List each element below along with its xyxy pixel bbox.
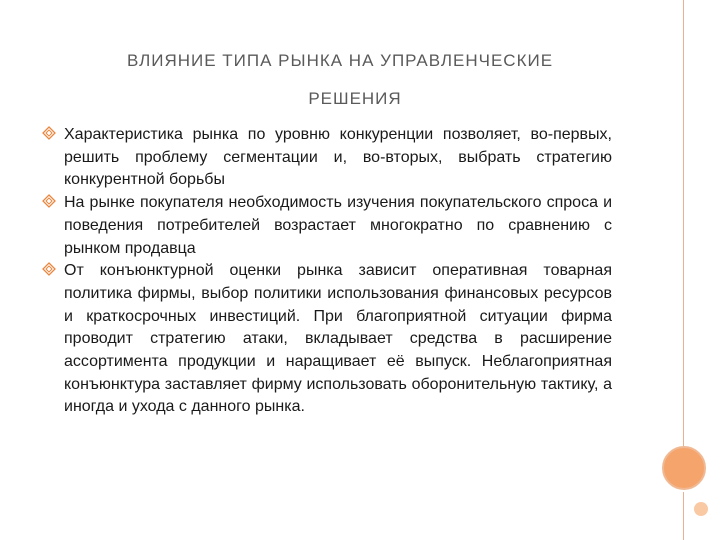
slide-title-line-2: РЕШЕНИЯ (308, 89, 402, 108)
decorative-circle-small (694, 502, 708, 516)
diamond-bullet-icon (42, 262, 58, 278)
bullet-text: От конъюнктурной оценки рынка зависит оперативная товарная политика фирмы, выбор политики использования финансовых ресурсов и краткосрочных инвестиций. При благоприятной ситуации фирма проводит стратегию атаки, вкладывает средства в расширение ассортимента продукции и наращивает её выпуск. Неблагоприятная конъюнктура заставляет фирму использовать оборонительную тактику, а иногда и ухода с данного рынка. (64, 262, 612, 416)
slide-title (40, 44, 640, 116)
decorative-vertical-line (683, 0, 684, 446)
bullet-text: На рынке покупателя необходимость изучения покупательского спроса и поведения потребителей возрастает многократно по сравнению с рынком продавца (64, 194, 612, 257)
diamond-bullet-icon (42, 194, 58, 210)
decorative-vertical-line-lower (683, 492, 684, 540)
decorative-circle-large (662, 446, 706, 490)
bullet-item (42, 192, 612, 260)
diamond-bullet-icon (42, 126, 58, 142)
bullet-item (42, 124, 612, 192)
bullet-list (42, 124, 612, 419)
bullet-item (42, 260, 612, 419)
slide-title-line-1: ВЛИЯНИЕ ТИПА РЫНКА НА УПРАВЛЕНЧЕСКИЕ (126, 51, 554, 70)
bullet-text: Характеристика рынка по уровню конкуренции позволяет, во-первых, решить проблему сегментации и, во-вторых, выбрать стратегию конкурентной борьбы (64, 126, 612, 189)
